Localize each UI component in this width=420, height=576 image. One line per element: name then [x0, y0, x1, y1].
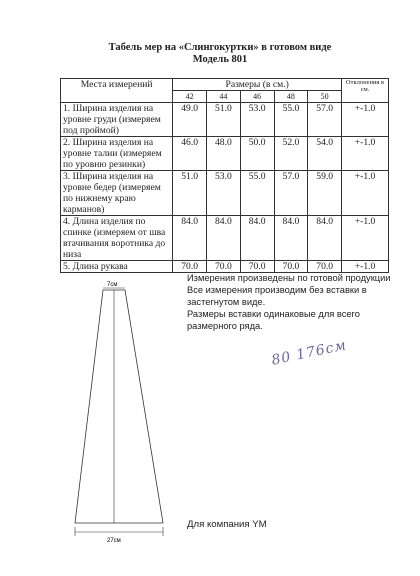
size-header: 42	[173, 91, 207, 103]
row-label: 1. Ширина изделия на уровне груди (измеряем под проймой)	[61, 103, 173, 137]
note-line: Измерения произведены по готовой продукции	[187, 273, 391, 283]
size-value: 46.0	[173, 137, 207, 171]
note-line: Размеры вставки одинаковые для всего	[187, 309, 360, 319]
size-header: 48	[274, 91, 308, 103]
size-value: 70.0	[207, 261, 241, 273]
size-value: 70.0	[240, 261, 274, 273]
size-value: 49.0	[173, 103, 207, 137]
document-title: Табель мер на «Слингокуртки» в готовом виде	[108, 42, 332, 53]
size-value: 52.0	[274, 137, 308, 171]
header-tolerance: Отклонения в см.	[342, 79, 389, 103]
size-header: 44	[207, 91, 241, 103]
sleeve-diagram	[70, 280, 180, 545]
size-value: 57.0	[274, 171, 308, 216]
handwritten-note: 80 176см	[270, 337, 349, 369]
size-value: 51.0	[173, 171, 207, 216]
size-header: 50	[308, 91, 342, 103]
size-value: 59.0	[308, 171, 342, 216]
table-row	[61, 261, 389, 273]
tolerance-value: +-1.0	[342, 103, 389, 137]
size-value: 84.0	[240, 216, 274, 261]
size-value: 70.0	[308, 261, 342, 273]
top-width-label: 7см	[107, 282, 118, 288]
size-value: 48.0	[207, 137, 241, 171]
size-value: 53.0	[207, 171, 241, 216]
row-label: 5. Длина рукава	[61, 261, 173, 273]
size-value: 54.0	[308, 137, 342, 171]
size-value: 55.0	[240, 171, 274, 216]
size-value: 84.0	[308, 216, 342, 261]
size-value: 84.0	[274, 216, 308, 261]
size-value: 84.0	[207, 216, 241, 261]
size-value: 50.0	[240, 137, 274, 171]
tolerance-value: +-1.0	[342, 137, 389, 171]
tolerance-value: +-1.0	[342, 261, 389, 273]
size-value: 84.0	[173, 216, 207, 261]
note-line: размерного ряда.	[187, 321, 263, 331]
table-row	[61, 216, 389, 261]
size-value: 55.0	[274, 103, 308, 137]
bottom-width-label: 27см	[107, 538, 121, 544]
measurement-notes	[187, 272, 397, 332]
row-label: 3. Ширина изделия на уровне бедер (измеряем по нижнему краю карманов)	[61, 171, 173, 216]
size-value: 51.0	[207, 103, 241, 137]
table-row	[61, 171, 389, 216]
size-header: 46	[240, 91, 274, 103]
header-measurement-place: Места измерений	[61, 79, 173, 103]
size-value: 70.0	[173, 261, 207, 273]
sleeve-outline	[75, 290, 163, 523]
model-number: Модель 801	[192, 54, 248, 65]
size-value: 53.0	[240, 103, 274, 137]
table-row	[61, 103, 389, 137]
size-table	[60, 78, 389, 273]
note-line: Все измерения производим без вставки в	[187, 285, 367, 295]
size-value: 70.0	[274, 261, 308, 273]
table-row	[61, 137, 389, 171]
row-label: 2. Ширина изделия на уровне талии (измеряем по уровню резинки)	[61, 137, 173, 171]
tolerance-value: +-1.0	[342, 171, 389, 216]
header-sizes: Размеры (в см.)	[173, 79, 342, 91]
note-line: застегнутом виде.	[187, 297, 266, 307]
tolerance-value: +-1.0	[342, 216, 389, 261]
row-label: 4. Длина изделия по спинке (измеряем от шва втачивания воротника до низа	[61, 216, 173, 261]
company-signature: Для компания YM	[187, 519, 267, 530]
size-value: 57.0	[308, 103, 342, 137]
